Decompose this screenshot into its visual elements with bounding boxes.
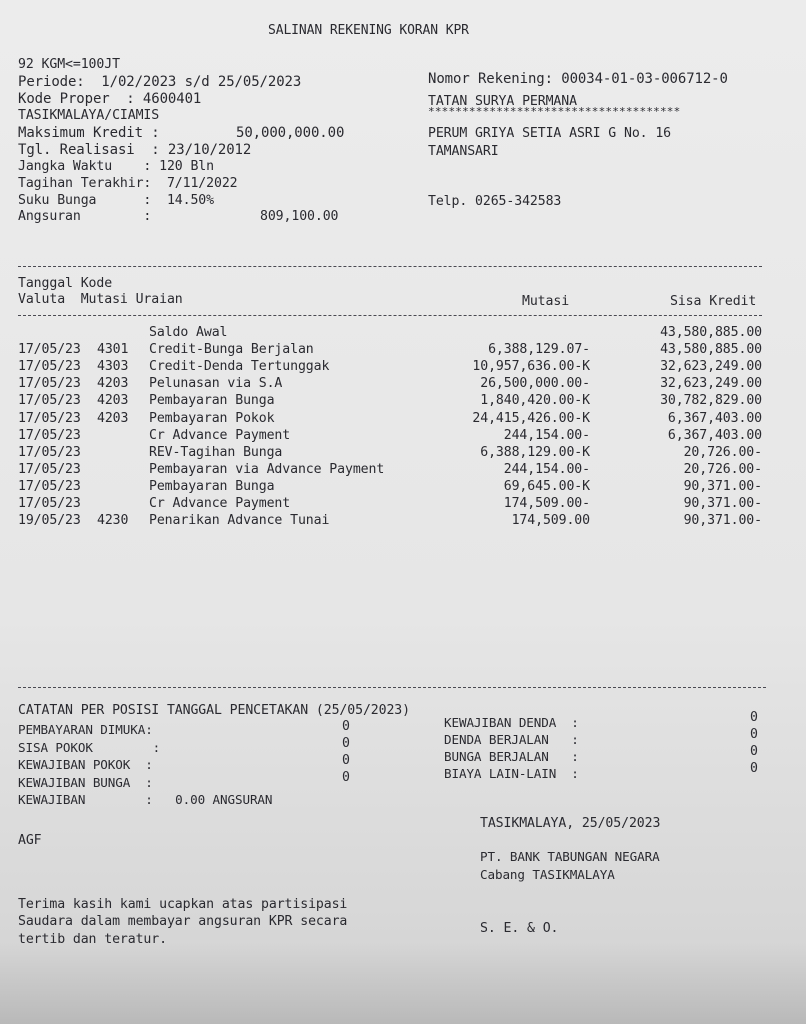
- row-description: REV-Tagihan Bunga: [149, 444, 283, 460]
- row-sisa-kredit: 32,623,249.00: [660, 376, 762, 392]
- telephone: Telp. 0265-342583: [428, 194, 562, 209]
- kewajiban-pokok-label: KEWAJIBAN POKOK :: [18, 757, 153, 772]
- row-sisa-kredit: 90,371.00-: [683, 478, 762, 494]
- denda-berjalan-label: DENDA BERJALAN :: [444, 732, 579, 747]
- row-sisa-kredit: 30,782,829.00: [660, 393, 762, 409]
- row-code: 4203: [97, 410, 129, 426]
- maks-kredit-label: Maksimum Kredit :: [18, 125, 160, 141]
- catatan-title: CATATAN PER POSISI TANGGAL PENCETAKAN (25/05/2023): [18, 703, 410, 718]
- column-header-sisa-kredit: Sisa Kredit: [670, 294, 757, 309]
- tgl-realisasi: Tgl. Realisasi : 23/10/2012: [18, 142, 252, 158]
- table-top-divider: [18, 266, 762, 267]
- kewajiban-bunga-value: 0: [342, 770, 350, 785]
- bunga-berjalan-label: BUNGA BERJALAN :: [444, 749, 579, 764]
- row-description: Credit-Denda Tertunggak: [149, 359, 330, 375]
- branch: TASIKMALAYA/CIAMIS: [18, 108, 160, 123]
- row-date: 17/05/23: [18, 342, 81, 358]
- row-sisa-kredit: 90,371.00-: [683, 513, 762, 529]
- row-code: 4230: [97, 513, 129, 529]
- angsuran-value: 809,100.00: [260, 209, 339, 224]
- suku-bunga: Suku Bunga : 14.50%: [18, 193, 214, 208]
- row-mutasi: 26,500,000.00-: [480, 376, 590, 392]
- pembayaran-dimuka-value: 0: [342, 719, 350, 734]
- column-header-mutasi: Mutasi: [522, 294, 570, 309]
- address-line-1: PERUM GRIYA SETIA ASRI G No. 16: [428, 126, 672, 141]
- row-sisa-kredit: 90,371.00-: [683, 496, 762, 511]
- row-description: Pembayaran Bunga: [149, 393, 275, 409]
- address-line-2: TAMANSARI: [428, 144, 499, 159]
- periode: Periode: 1/02/2023 s/d 25/05/2023: [18, 74, 302, 90]
- row-sisa-kredit: 20,726.00-: [683, 444, 762, 460]
- row-code: 4203: [97, 376, 129, 392]
- row-mutasi: 244,154.00-: [503, 427, 590, 443]
- maks-kredit-value: 50,000,000.00: [236, 125, 345, 141]
- kewajiban-denda-label: KEWAJIBAN DENDA :: [444, 715, 579, 730]
- row-mutasi: 69,645.00-K: [503, 478, 590, 494]
- row-sisa-kredit: 43,580,885.00: [660, 342, 762, 358]
- row-date: 17/05/23: [18, 461, 81, 477]
- place-date: TASIKMALAYA, 25/05/2023: [480, 816, 661, 831]
- row-mutasi: 6,388,129.07-: [488, 342, 590, 358]
- row-description: Pelunasan via S.A: [149, 376, 283, 392]
- row-date: 19/05/23: [18, 513, 81, 529]
- thanks-line-2: Saudara dalam membayar angsuran KPR secara: [18, 914, 348, 929]
- angsuran-label: Angsuran :: [18, 209, 152, 224]
- row-date: 17/05/23: [18, 410, 81, 426]
- row-description: Pembayaran Bunga: [149, 478, 275, 494]
- table-header-line-1: Tanggal Kode: [18, 276, 113, 291]
- kewajiban-angsuran: KEWAJIBAN : 0.00 ANGSURAN: [18, 792, 273, 807]
- kode-proper: Kode Proper : 4600401: [18, 91, 202, 107]
- bank-name: PT. BANK TABUNGAN NEGARA: [480, 849, 660, 864]
- row-sisa-kredit: 20,726.00-: [683, 461, 762, 477]
- account-holder-name: TATAN SURYA PERMANA: [428, 94, 577, 109]
- row-date: 17/05/23: [18, 359, 81, 375]
- row-sisa-kredit: 43,580,885.00: [660, 325, 762, 340]
- table-header-divider: [18, 315, 762, 316]
- sisa-pokok-value: 0: [342, 736, 350, 751]
- row-date: 17/05/23: [18, 478, 81, 494]
- table-header-line-2: Valuta Mutasi Uraian: [18, 292, 183, 307]
- row-description: Cr Advance Payment: [149, 496, 291, 511]
- row-sisa-kredit: 32,623,249.00: [660, 359, 762, 375]
- row-mutasi: 174,509.00-: [503, 496, 590, 511]
- biaya-lain-lain-value: 0: [750, 761, 758, 776]
- row-description: Pembayaran via Advance Payment: [149, 461, 385, 477]
- thanks-line-1: Terima kasih kami ucapkan atas partisipasi: [18, 897, 348, 912]
- biaya-lain-lain-label: BIAYA LAIN-LAIN :: [444, 766, 579, 781]
- denda-berjalan-value: 0: [750, 727, 758, 742]
- row-description: Penarikan Advance Tunai: [149, 513, 330, 529]
- row-code: 4301: [97, 342, 129, 358]
- row-date: 17/05/23: [18, 496, 81, 511]
- row-date: 17/05/23: [18, 376, 81, 392]
- bunga-berjalan-value: 0: [750, 744, 758, 759]
- row-code: 4303: [97, 359, 129, 375]
- row-description: Cr Advance Payment: [149, 427, 291, 443]
- row-code: 4203: [97, 393, 129, 409]
- row-date: 17/05/23: [18, 427, 81, 443]
- row-mutasi: 24,415,426.00-K: [472, 410, 590, 426]
- row-description: Pembayaran Pokok: [149, 410, 275, 426]
- document-title: SALINAN REKENING KORAN KPR: [268, 23, 469, 38]
- row-date: 17/05/23: [18, 393, 81, 409]
- thanks-line-3: tertib dan teratur.: [18, 932, 167, 947]
- row-mutasi: 244,154.00-: [503, 461, 590, 477]
- catatan-divider: [18, 687, 766, 688]
- nomor-rekening: Nomor Rekening: 00034-01-03-006712-0: [428, 71, 728, 87]
- row-sisa-kredit: 6,367,403.00: [667, 427, 762, 443]
- row-description: Saldo Awal: [149, 325, 228, 340]
- row-mutasi: 1,840,420.00-K: [480, 393, 590, 409]
- row-sisa-kredit: 6,367,403.00: [667, 410, 762, 426]
- row-mutasi: 6,388,129.00-K: [480, 444, 590, 460]
- kewajiban-pokok-value: 0: [342, 753, 350, 768]
- tagihan-terakhir: Tagihan Terakhir: 7/11/2022: [18, 176, 238, 191]
- star-separator: *************************************: [428, 105, 681, 118]
- pembayaran-dimuka-label: PEMBAYARAN DIMUKA:: [18, 722, 153, 737]
- bank-branch: Cabang TASIKMALAYA: [480, 867, 615, 882]
- row-mutasi: 10,957,636.00-K: [472, 359, 590, 375]
- row-mutasi: 174,509.00: [511, 513, 590, 529]
- jangka-waktu: Jangka Waktu : 120 Bln: [18, 159, 214, 174]
- agf-label: AGF: [18, 833, 42, 848]
- seo-note: S. E. & O.: [480, 921, 559, 936]
- row-date: 17/05/23: [18, 444, 81, 460]
- product-code: 92 KGM<=100JT: [18, 57, 120, 72]
- sisa-pokok-label: SISA POKOK :: [18, 740, 161, 755]
- kewajiban-bunga-label: KEWAJIBAN BUNGA :: [18, 775, 153, 790]
- kewajiban-denda-value: 0: [750, 710, 758, 725]
- row-description: Credit-Bunga Berjalan: [149, 342, 314, 358]
